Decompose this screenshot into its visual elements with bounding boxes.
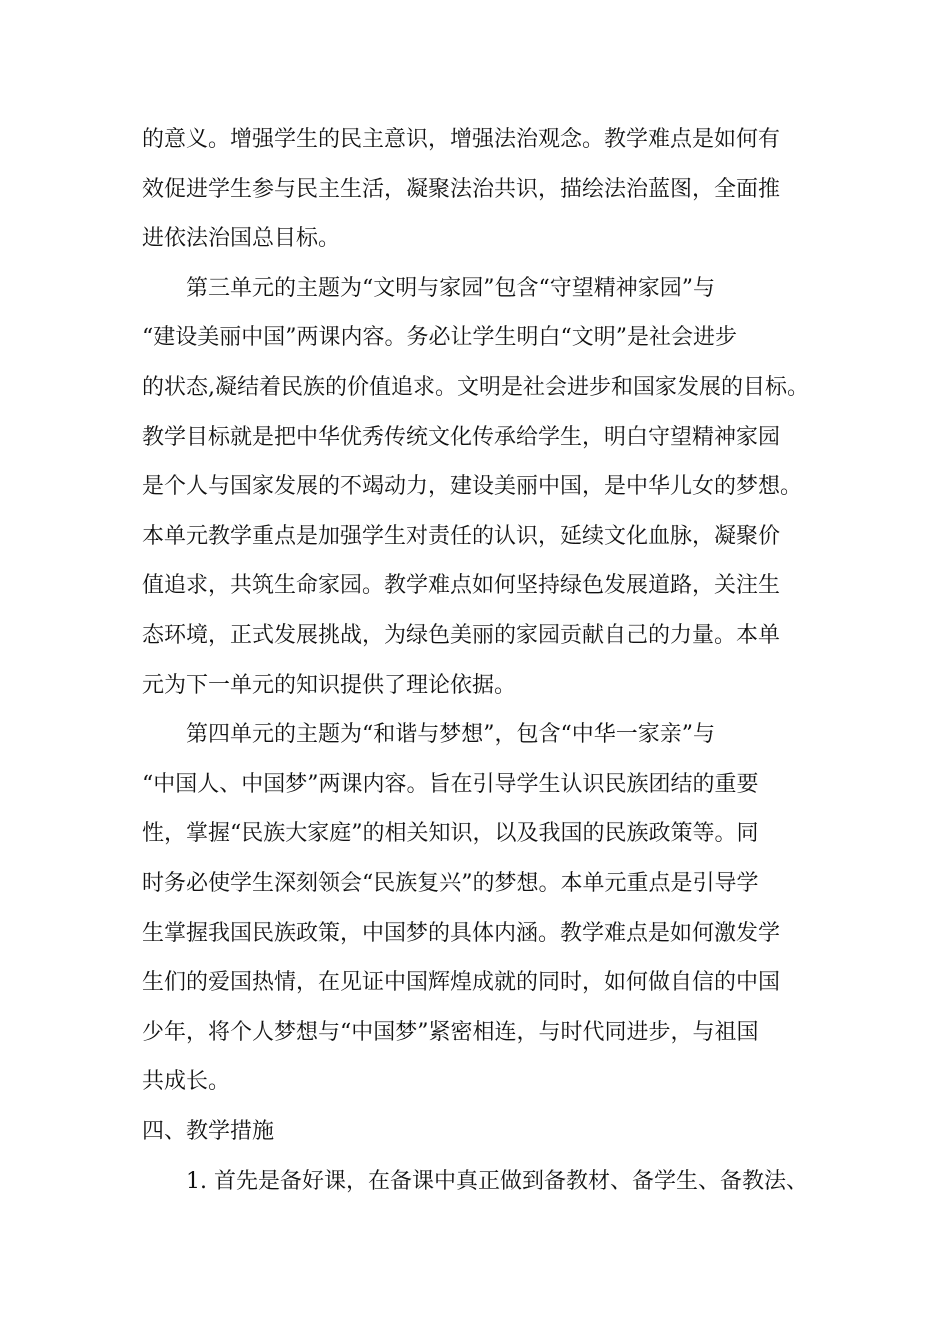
paragraph-line: 生掌握我国民族政策，中国梦的具体内涵。教学难点是如何激发学 — [142, 920, 781, 946]
paragraph-line: “建设美丽中国”两课内容。务必让学生明白“文明”是社会进步 — [142, 325, 737, 351]
paragraph-line: 效促进学生参与民主生活，凝聚法治共识，描绘法治蓝图，全面推 — [142, 176, 781, 202]
paragraph-line: 值追求，共筑生命家园。教学难点如何坚持绿色发展道路，关注生 — [142, 573, 781, 599]
paragraph-line: 态环境，正式发展挑战，为绿色美丽的家园贡献自己的力量。本单 — [142, 623, 781, 648]
paragraph-line: 进依法治国总目标。 — [142, 226, 341, 252]
paragraph-first-line: 第四单元的主题为“和谐与梦想”，包含“中华一家亲”与 — [186, 722, 715, 748]
paragraph-line: 的意义。增强学生的民主意识，增强法治观念。教学难点是如何有 — [142, 127, 781, 152]
paragraph-line: 性，掌握“民族大家庭”的相关知识，以及我国的民族政策等。同 — [142, 821, 759, 847]
paragraph-line: 时务必使学生深刻领会“民族复兴”的梦想。本单元重点是引导学 — [142, 871, 759, 896]
paragraph-line: 教学目标就是把中华优秀传统文化传承给学生，明白守望精神家园 — [142, 424, 781, 450]
paragraph-line: 的状态,凝结着民族的价值追求。文明是社会进步和国家发展的目标。 — [142, 375, 809, 400]
paragraph-line: 少年，将个人梦想与“中国梦”紧密相连，与时代同进步，与祖国 — [142, 1019, 759, 1045]
paragraph-line: 元为下一单元的知识提供了理论依据。 — [142, 672, 517, 698]
paragraph-line: 共成长。 — [142, 1069, 231, 1095]
paragraph-first-line: 第三单元的主题为“文明与家园”包含“守望精神家园”与 — [186, 275, 715, 301]
paragraph-line: 生们的爱国热情，在见证中国辉煌成就的同时，如何做自信的中国 — [142, 970, 781, 996]
paragraph-line: 是个人与国家发展的不竭动力，建设美丽中国，是中华儿女的梦想。 — [142, 474, 803, 500]
paragraph-line: 本单元教学重点是加强学生对责任的认识，延续文化血脉，凝聚价 — [142, 523, 781, 549]
paragraph-first-line: 1. 首先是备好课，在备课中真正做到备教材、备学生、备教法、 — [186, 1168, 808, 1194]
paragraph-line: “中国人、中国梦”两课内容。旨在引导学生认识民族团结的重要 — [142, 771, 759, 797]
paragraph-line: 四、教学措施 — [142, 1119, 275, 1144]
